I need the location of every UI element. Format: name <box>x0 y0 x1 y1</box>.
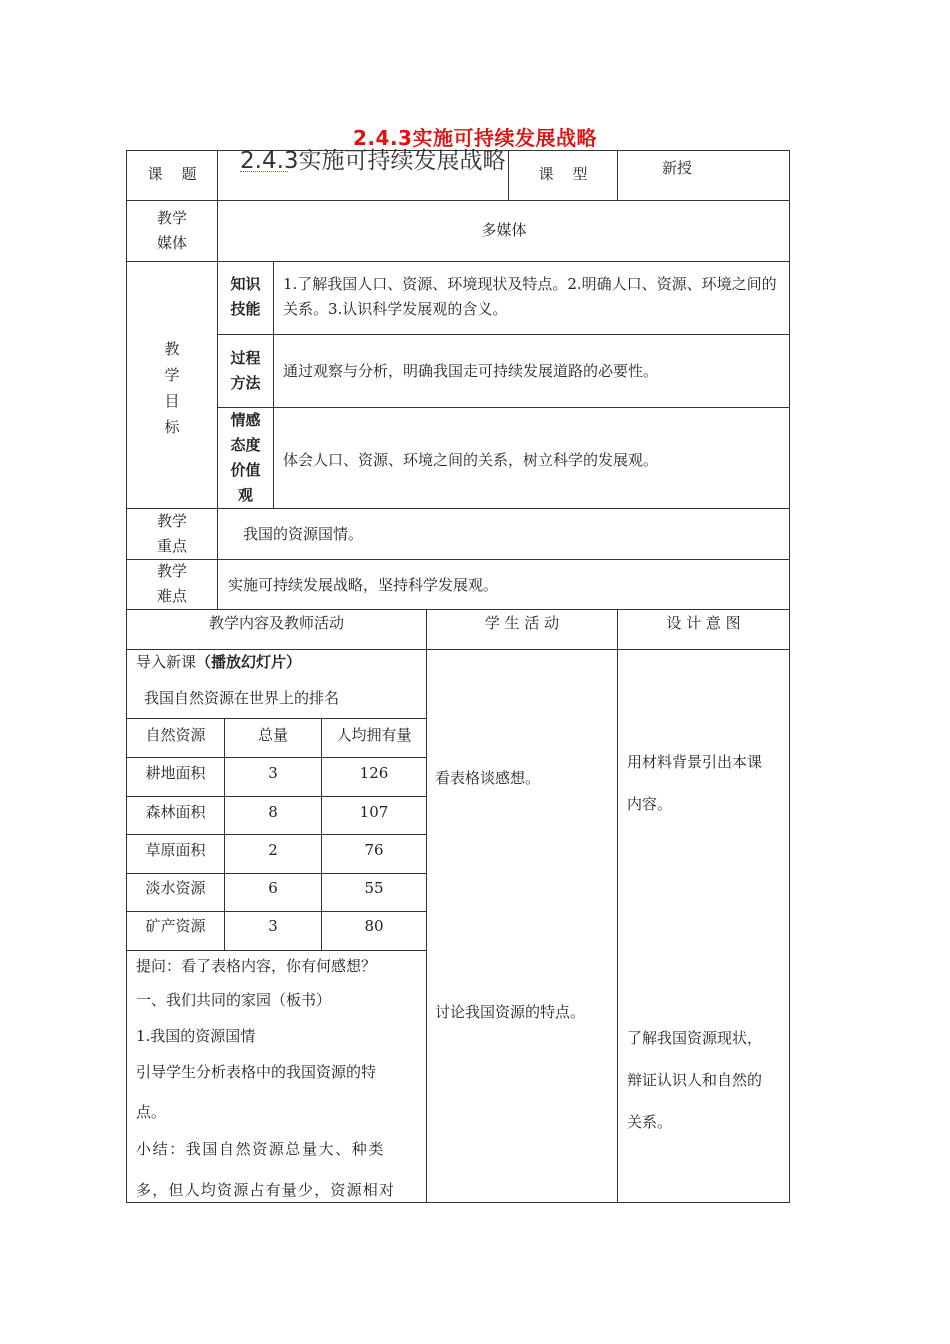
column-header-design: 设 计 意 图 <box>666 614 741 632</box>
lesson-title-image: 2.4.3实施可持续发展战略 <box>240 148 506 174</box>
design-intent-2: 了解我国资源现状， 辩证认识人和自然的 关系。 <box>627 1029 763 1131</box>
objective-knowledge-content: 1.了解我国人口、资源、环境现状及特点。2.明确人口、资源、环境之间的关系。3.认识科学发展观的含义。 <box>283 275 777 318</box>
intro-caption: 我国自然资源在世界上的排名 <box>144 689 340 707</box>
difficulty-label: 教学 难点 <box>156 562 187 605</box>
intro-line: 导入新课（播放幻灯片） <box>136 653 302 671</box>
table-header-resource: 自然资源 <box>145 726 206 744</box>
teacher-section: 1.我国的资源国情 <box>136 1027 256 1045</box>
student-activity-2: 讨论我国资源的特点。 <box>435 1003 586 1021</box>
type-value: 新授 <box>661 159 692 177</box>
objective-emotion-content: 体会人口、资源、环境之间的关系，树立科学的发展观。 <box>283 451 659 469</box>
media-value: 多媒体 <box>481 221 527 239</box>
table-header-total: 总量 <box>257 726 288 744</box>
objective-emotion-label: 情感 态度 价值 观 <box>230 411 261 504</box>
type-label: 课 型 <box>538 165 588 183</box>
column-header-student: 学 生 活 动 <box>484 614 560 632</box>
teacher-guidance: 引导学生分析表格中的我国资源的特 <box>136 1063 377 1081</box>
objectives-label: 教 学 目 标 <box>164 340 180 436</box>
teacher-summary-cont: 多，但人均资源占有量少，资源相对 <box>136 1181 396 1199</box>
key-point-label: 教学 重点 <box>156 512 187 555</box>
topic-label: 课 题 <box>147 165 197 183</box>
lesson-title-underline <box>240 171 288 172</box>
design-intent-1: 用材料背景引出本课 内容。 <box>627 753 763 813</box>
table-header-per-capita: 人均拥有量 <box>336 726 412 744</box>
teacher-guidance-end: 点。 <box>136 1103 167 1121</box>
teacher-summary: 小结：我国自然资源总量大、种类 <box>136 1140 386 1158</box>
key-point-value: 我国的资源国情。 <box>243 525 364 543</box>
difficulty-value: 实施可持续发展战略，坚持科学发展观。 <box>228 576 499 594</box>
objective-knowledge-label: 知识 技能 <box>230 275 261 318</box>
column-header-content: 教学内容及教师活动 <box>208 614 344 632</box>
page-title: 2.4.3实施可持续发展战略 <box>353 126 597 150</box>
student-activity-1: 看表格谈感想。 <box>435 769 541 787</box>
teacher-board-heading: 一、我们共同的家园（板书） <box>136 991 332 1009</box>
objective-process-content: 通过观察与分析，明确我国走可持续发展道路的必要性。 <box>283 362 659 380</box>
objective-process-label: 过程 方法 <box>230 349 261 392</box>
teacher-question: 提问：看了表格内容，你有何感想？ <box>136 957 377 975</box>
media-label: 教学 媒体 <box>156 209 187 252</box>
